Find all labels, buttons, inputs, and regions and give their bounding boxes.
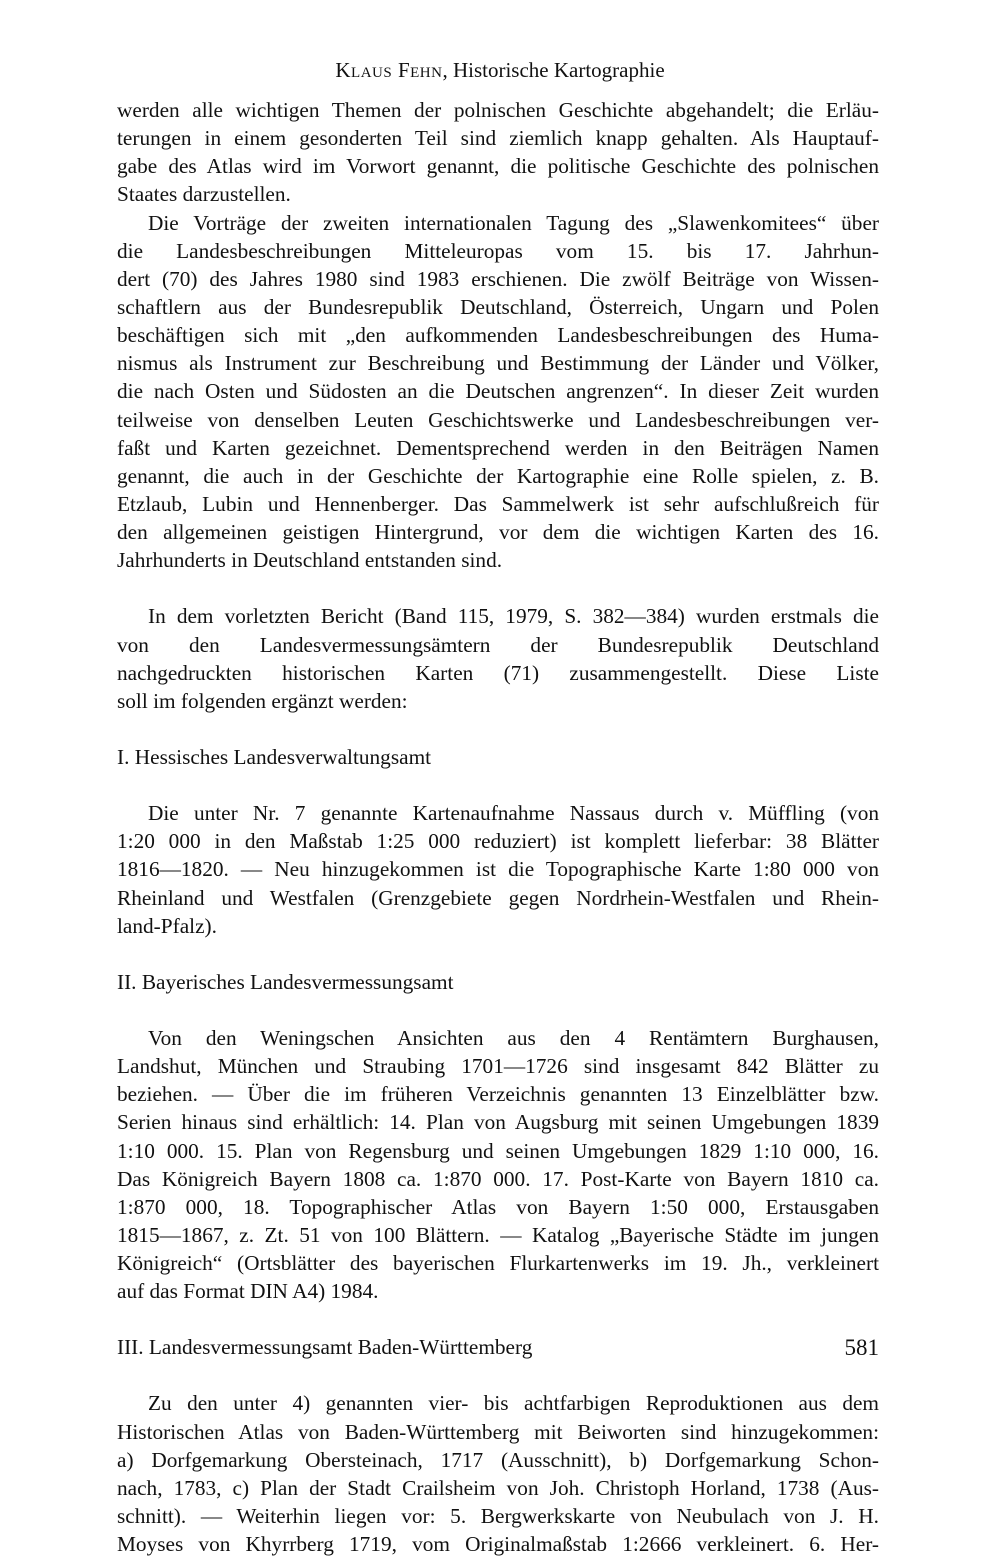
text-line: den allgemeinen geistigen Hintergrund, vor dem die wichtigen Karten des 16. — [117, 520, 879, 545]
body-text — [117, 96, 879, 1558]
text-line: Staates darzustellen. — [117, 182, 291, 207]
text-line: Von den Weningschen Ansichten aus den 4 Rentämtern Burghausen, — [148, 1025, 879, 1050]
section-heading: I. Hessisches Landesverwaltungsamt — [117, 744, 432, 769]
page-number: 581 — [844, 1335, 879, 1360]
text-line: Die unter Nr. 7 genannte Kartenaufnahme Nassaus durch v. Müffling (von — [148, 801, 879, 826]
text-line: Historischen Atlas von Baden-Württemberg mit Beiworten sind hinzugekommen: — [117, 1419, 879, 1444]
text-line: schaftlern aus der Bundesrepublik Deutschland, Österreich, Ungarn und Polen — [117, 294, 879, 319]
text-line: beziehen. — Über die im früheren Verzeichnis genannten 13 Einzelblätter bzw. — [117, 1082, 879, 1107]
header-separator: , — [442, 58, 453, 82]
paragraph-gap — [117, 940, 879, 968]
text-line: a) Dorfgemarkung Obersteinach, 1717 (Ausschnitt), b) Dorfgemarkung Schon- — [117, 1447, 879, 1472]
text-line: Die Vorträge der zweiten internationalen Tagung des „Slawenkomitees“ über — [148, 210, 879, 235]
paragraph-gap — [117, 574, 879, 602]
text-line: schnitt). — Weiterhin liegen vor: 5. Bergwerkskarte von Neubulach von J. H. — [117, 1504, 879, 1529]
paragraph — [117, 96, 879, 209]
paragraph-gap — [117, 715, 879, 743]
text-line: Serien hinaus sind erhältlich: 14. Plan von Augsburg mit seinen Umgebungen 1839 — [117, 1110, 879, 1135]
text-line: von den Landesvermessungsämtern der Bundesrepublik Deutschland — [117, 632, 879, 657]
text-line: Moyses von Khyrrberg 1719, vom Originalmaßstab 1:2666 verkleinert. 6. Her- — [117, 1532, 879, 1557]
text-line: Das Königreich Bayern 1808 ca. 1:870 000. 17. Post-Karte von Bayern 1810 ca. — [117, 1166, 879, 1191]
text-line: gabe des Atlas wird im Vorwort genannt, die politische Geschichte des polnischen — [117, 154, 879, 179]
text-line: die nach Osten und Südosten an die Deutschen angrenzen“. In dieser Zeit wurden — [117, 379, 879, 404]
text-line: die Landesbeschreibungen Mitteleuropas vom 15. bis 17. Jahrhun- — [117, 238, 879, 263]
paragraph — [117, 602, 879, 715]
text-line: 1:10 000. 15. Plan von Regensburg und seinen Umgebungen 1829 1:10 000, 16. — [117, 1138, 879, 1163]
paragraph — [117, 209, 879, 575]
text-line: soll im folgenden ergänzt werden: — [117, 688, 408, 713]
text-line: In dem vorletzten Bericht (Band 115, 1979, S. 382—384) wurden erstmals die — [148, 604, 879, 629]
text-line: nach, 1783, c) Plan der Stadt Crailsheim von Joh. Christoph Horland, 1738 (Aus- — [117, 1475, 879, 1500]
text-line: nismus als Instrument zur Beschreibung und Bestimmung der Länder und Völker, — [117, 351, 879, 376]
text-line: 1:870 000, 18. Topographischer Atlas von Bayern 1:50 000, Erstausgaben — [117, 1194, 879, 1219]
text-line: Etzlaub, Lubin und Hennenberger. Das Sammelwerk ist sehr aufschlußreich für — [117, 491, 879, 516]
paragraph — [117, 1024, 879, 1305]
section-heading: III. Landesvermessungsamt Baden-Württemberg — [117, 1335, 533, 1360]
text-line: Landshut, München und Straubing 1701—1726 sind insgesamt 842 Blätter zu — [117, 1054, 879, 1079]
paragraph-gap — [117, 1361, 879, 1389]
text-line: teilweise von denselben Leuten Geschichtswerke und Landesbeschreibungen ver- — [117, 407, 879, 432]
running-head — [0, 57, 1000, 83]
text-line: auf das Format DIN A4) 1984. — [117, 1279, 379, 1304]
text-line: 1815—1867, z. Zt. 51 von 100 Blättern. — Katalog „Bayerische Städte im jungen — [117, 1222, 879, 1247]
paragraph-gap — [117, 996, 879, 1024]
text-line: terungen in einem gesonderten Teil sind ziemlich knapp gehalten. Als Hauptauf- — [117, 126, 879, 151]
text-line: Rheinland und Westfalen (Grenzgebiete gegen Nordrhein-Westfalen und Rhein- — [117, 885, 879, 910]
header-author: Klaus Fehn — [335, 58, 443, 82]
section-heading: II. Bayerisches Landesvermessungsamt — [117, 969, 454, 994]
text-line: 1:20 000 in den Maßstab 1:25 000 reduziert) ist komplett lieferbar: 38 Blätter — [117, 829, 879, 854]
text-line: Zu den unter 4) genannten vier- bis achtfarbigen Reproduktionen aus dem — [148, 1391, 879, 1416]
text-line: 1816—1820. — Neu hinzugekommen ist die Topographische Karte 1:80 000 von — [117, 857, 879, 882]
text-line: Jahrhunderts in Deutschland entstanden sind. — [117, 548, 503, 573]
paragraph — [117, 1389, 879, 1558]
text-line: nachgedruckten historischen Karten (71) zusammengestellt. Diese Liste — [117, 660, 879, 685]
paragraph-gap — [117, 771, 879, 799]
paragraph-gap — [117, 1305, 879, 1333]
header-title: Historische Kartographie — [452, 58, 665, 82]
text-line: faßt und Karten gezeichnet. Dementsprechend werden in den Beiträgen Namen — [117, 435, 879, 460]
paragraph — [117, 799, 879, 940]
text-line: werden alle wichtigen Themen der polnischen Geschichte abgehandelt; die Erläu- — [117, 98, 879, 122]
text-line: Königreich“ (Ortsblätter des bayerischen Flurkartenwerks im 19. Jh., verkleinert — [117, 1251, 879, 1276]
text-line: land-Pfalz). — [117, 913, 217, 938]
text-line: genannt, die auch in der Geschichte der Kartographie eine Rolle spielen, z. B. — [117, 463, 879, 488]
text-line: dert (70) des Jahres 1980 sind 1983 erschienen. Die zwölf Beiträge von Wissen- — [117, 266, 879, 291]
text-line: beschäftigen sich mit „den aufkommenden Landesbeschreibungen des Huma- — [117, 323, 879, 348]
